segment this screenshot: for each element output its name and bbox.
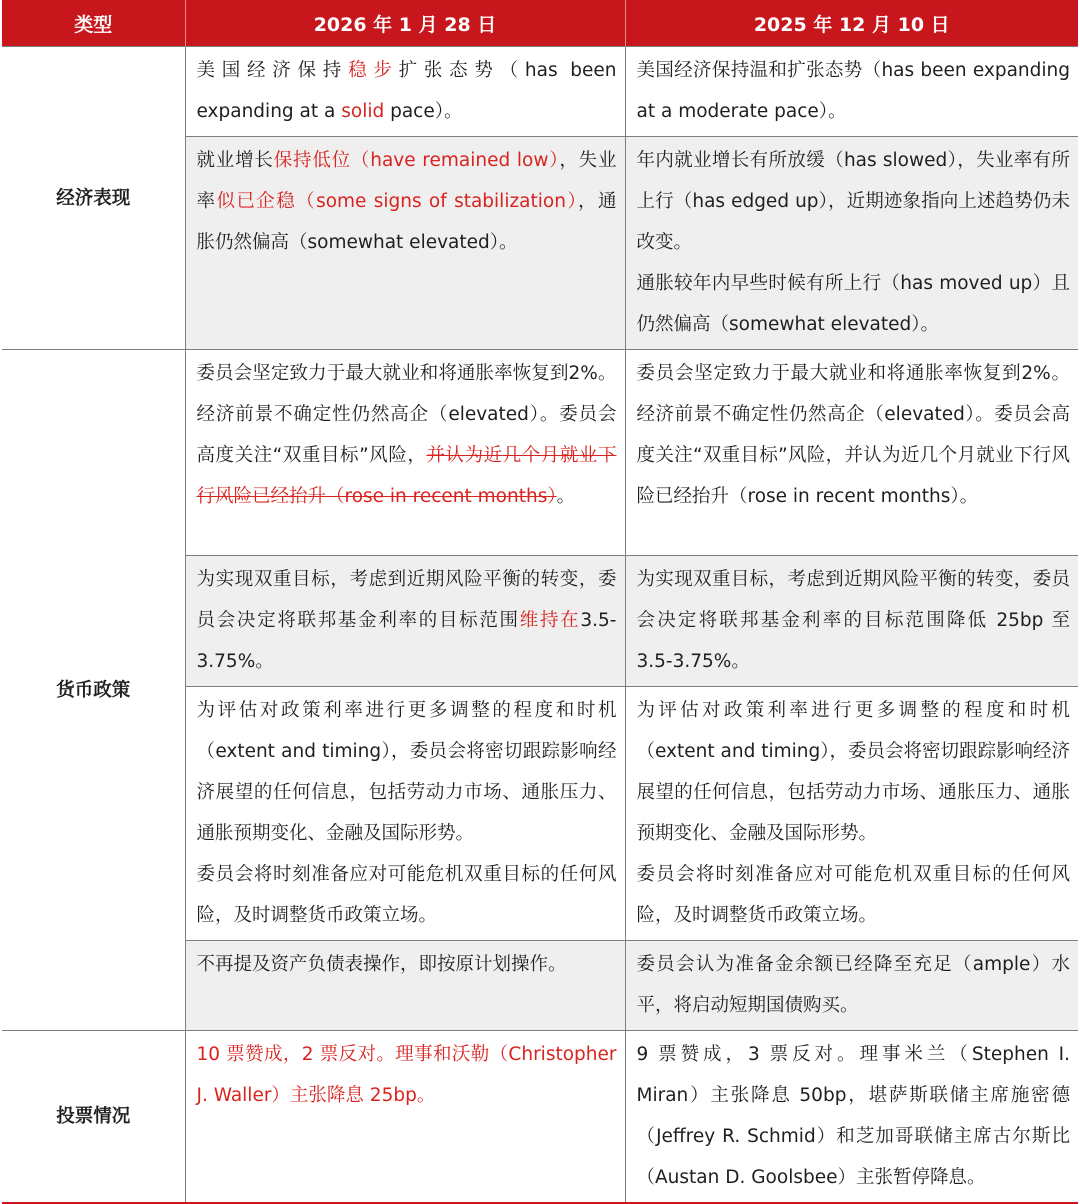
deleted-text: 并认为近几个月就业下行风险已经抬升（rose in recent months） <box>196 445 617 507</box>
table-row <box>2 47 1078 137</box>
cell-policy-balance-jan: 不再提及资产负债表操作，即按原计划操作。 <box>185 941 625 1031</box>
cell-policy-rate-jan: 为实现双重目标，考虑到近期风险平衡的转变，委员会决定将联邦基金利率的目标范围维持在3.5-3.75%。 <box>185 556 625 687</box>
category-economy: 经济表现 <box>2 47 185 350</box>
cell-policy-guidance-dec: 为评估对政策利率进行更多调整的程度和时机（extent and timing），委员会将密切跟踪影响经济展望的任何信息，包括劳动力市场、通胀压力、通胀预期变化、金融及国际形势。 委员会将时刻准备应对可能危机双重目标的任何风险，及时调整货币政策立场。 <box>625 687 1078 941</box>
cell-economy-labor-jan: 就业增长保持低位（have remained low），失业率似已企稳（some signs of stabilization），通胀仍然偏高（somewhat elevated）。 <box>185 137 625 350</box>
header-type: 类型 <box>2 0 185 47</box>
cell-vote-jan: 10 票赞成，2 票反对。理事和沃勒（Christopher J. Waller）主张降息 25bp。 <box>185 1031 625 1204</box>
header-jan-2026: 2026 年 1 月 28 日 <box>185 0 625 47</box>
category-policy: 货币政策 <box>2 350 185 1031</box>
table-row <box>2 1031 1078 1204</box>
fomc-statement-comparison-table <box>2 0 1078 1204</box>
highlight-text: 似已企稳（some signs of stabilization） <box>216 191 579 212</box>
cell-policy-goals-jan: 委员会坚定致力于最大就业和将通胀率恢复到2%。经济前景不确定性仍然高企（elevated）。委员会高度关注“双重目标”风险，并认为近几个月就业下行风险已经抬升（rose in recent months）。 <box>185 350 625 556</box>
header-dec-2025: 2025 年 12 月 10 日 <box>625 0 1078 47</box>
cell-policy-balance-dec: 委员会认为准备金余额已经降至充足（ample）水平，将启动短期国债购买。 <box>625 941 1078 1031</box>
cell-economy-labor-dec: 年内就业增长有所放缓（has slowed），失业率有所上行（has edged up），近期迹象指向上述趋势仍未改变。 通胀较年内早些时候有所上行（has moved up）且仍然偏高（somewhat elevated）。 <box>625 137 1078 350</box>
cell-policy-guidance-jan: 为评估对政策利率进行更多调整的程度和时机（extent and timing），委员会将密切跟踪影响经济展望的任何信息，包括劳动力市场、通胀压力、通胀预期变化、金融及国际形势。 委员会将时刻准备应对可能危机双重目标的任何风险，及时调整货币政策立场。 <box>185 687 625 941</box>
table-row <box>2 350 1078 556</box>
cell-economy-growth-dec: 美国经济保持温和扩张态势（has been expanding at a moderate pace）。 <box>625 47 1078 137</box>
highlight-text: 稳步 <box>348 60 399 81</box>
cell-policy-goals-dec: 委员会坚定致力于最大就业和将通胀率恢复到2%。经济前景不确定性仍然高企（elevated）。委员会高度关注“双重目标”风险，并认为近几个月就业下行风险已经抬升（rose in recent months）。 <box>625 350 1078 556</box>
category-vote: 投票情况 <box>2 1031 185 1204</box>
table-header-row <box>2 0 1078 47</box>
highlight-text: 维持在 <box>519 610 581 631</box>
highlight-text: 保持低位（have remained low） <box>273 150 560 171</box>
cell-policy-rate-dec: 为实现双重目标，考虑到近期风险平衡的转变，委员会决定将联邦基金利率的目标范围降低 25bp 至 3.5-3.75%。 <box>625 556 1078 687</box>
cell-vote-dec: 9 票赞成，3 票反对。理事米兰（Stephen I. Miran）主张降息 50bp，堪萨斯联储主席施密德（Jeffrey R. Schmid）和芝加哥联储主席古尔斯比（Austan D. Goolsbee）主张暂停降息。 <box>625 1031 1078 1204</box>
highlight-text: solid <box>341 101 385 122</box>
cell-economy-growth-jan: 美国经济保持稳步扩张态势（has been expanding at a solid pace）。 <box>185 47 625 137</box>
